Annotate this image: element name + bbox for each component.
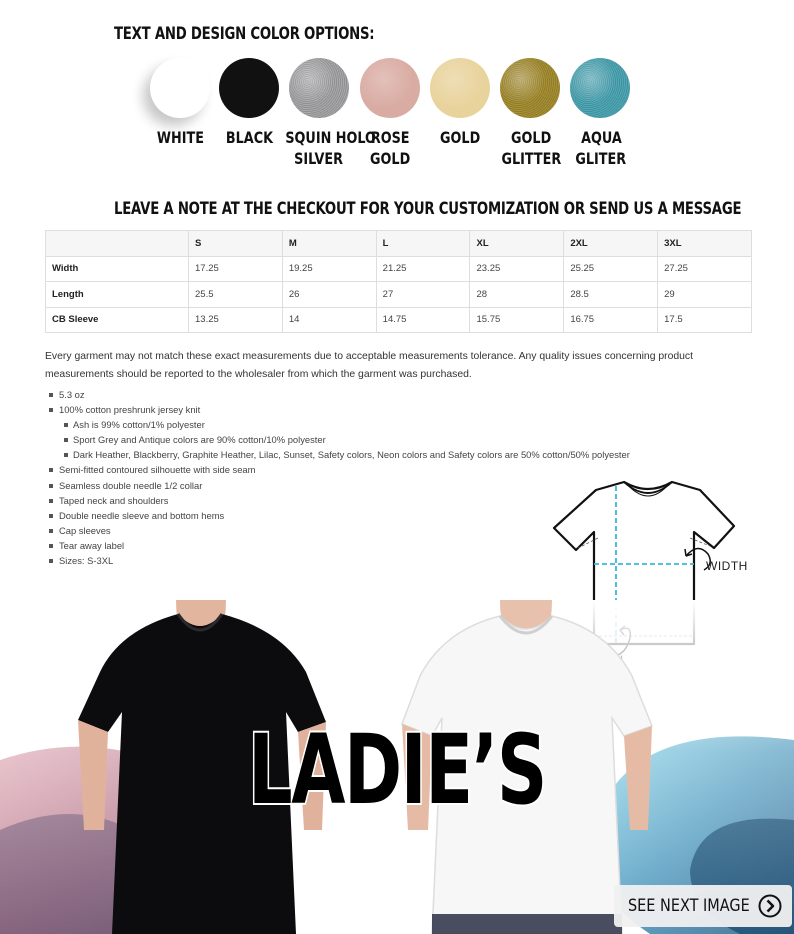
- table-cell: 19.25: [282, 256, 376, 282]
- measurement-disclaimer: Every garment may not match these exact measurements due to acceptable measurements tolerance. Any quality issues concerning product measurements should be reported to the wholesaler from which the garment was purchased.: [45, 351, 694, 380]
- swatch-aqua-gliter: [570, 58, 630, 118]
- list-item: Sizes: S-3XL: [48, 553, 630, 568]
- table-header: 3XL: [658, 231, 752, 257]
- list-item: Seamless double needle 1/2 collar: [48, 478, 630, 493]
- list-item: Ash is 99% cotton/1% polyester: [48, 417, 630, 432]
- swatch-rose-gold: [360, 58, 420, 118]
- table-cell: 17.25: [189, 256, 283, 282]
- table-row: [46, 282, 752, 308]
- product-specs-list: [48, 387, 630, 568]
- swatch-label-white: WHITE: [156, 128, 204, 147]
- table-cell: 14.75: [376, 307, 470, 333]
- list-item: Tear away label: [48, 538, 630, 553]
- table-cell: 14: [282, 307, 376, 333]
- table-cell: 29: [658, 282, 752, 308]
- table-cell: 25.25: [564, 256, 658, 282]
- size-chart-table: [45, 230, 752, 333]
- swatch-label-black: BLACK: [225, 128, 273, 147]
- list-item: 100% cotton preshrunk jersey knit: [48, 402, 630, 417]
- table-header: XL: [470, 231, 564, 257]
- list-item: Cap sleeves: [48, 523, 630, 538]
- table-row-label: CB Sleeve: [46, 307, 189, 333]
- table-header-row: [46, 231, 752, 257]
- list-item: Double needle sleeve and bottom hems: [48, 508, 630, 523]
- checkout-note-heading: LEAVE A NOTE AT THE CHECKOUT FOR YOUR CUSTOMIZATION OR SEND US A MESSAGE: [114, 199, 742, 219]
- table-cell: 13.25: [189, 307, 283, 333]
- table-row-label: Width: [46, 256, 189, 282]
- list-item: Taped neck and shoulders: [48, 493, 630, 508]
- table-cell: 26: [282, 282, 376, 308]
- list-item: 5.3 oz: [48, 387, 630, 402]
- table-row: [46, 307, 752, 333]
- ladies-banner-title: LADIE’S: [248, 714, 546, 826]
- table-header: [46, 231, 189, 257]
- table-header: L: [376, 231, 470, 257]
- see-next-image-label: SEE NEXT IMAGE: [628, 896, 750, 916]
- swatch-white: [150, 58, 210, 118]
- swatch-label-rose-gold: ROSE GOLD: [369, 128, 411, 168]
- table-cell: 27.25: [658, 256, 752, 282]
- table-cell: 28: [470, 282, 564, 308]
- swatch-label-squin-holo-silver: SQUIN HOLO SILVER: [285, 128, 376, 168]
- table-cell: 27: [376, 282, 470, 308]
- swatch-label-aqua-gliter: AQUA GLITER: [575, 128, 627, 168]
- table-header: S: [189, 231, 283, 257]
- chevron-right-circle-icon: [758, 894, 782, 918]
- table-header: 2XL: [564, 231, 658, 257]
- list-item: Dark Heather, Blackberry, Graphite Heather, Lilac, Sunset, Safety colors, Neon colors and Safety colors are 50% cotton/50% polyester: [48, 447, 630, 462]
- table-cell: 25.5: [189, 282, 283, 308]
- table-cell: 28.5: [564, 282, 658, 308]
- swatch-squin-holo-silver: [289, 58, 349, 118]
- swatch-label-gold-glitter: GOLD GLITTER: [501, 128, 561, 168]
- table-cell: 21.25: [376, 256, 470, 282]
- list-item: Sport Grey and Antique colors are 90% cotton/10% polyester: [48, 432, 630, 447]
- swatch-black: [219, 58, 279, 118]
- table-header: M: [282, 231, 376, 257]
- see-next-image-button[interactable]: [614, 885, 792, 927]
- table-cell: 15.75: [470, 307, 564, 333]
- table-row-label: Length: [46, 282, 189, 308]
- table-cell: 16.75: [564, 307, 658, 333]
- table-row: [46, 256, 752, 282]
- swatch-label-gold: GOLD: [439, 128, 481, 147]
- swatch-gold: [430, 58, 490, 118]
- table-cell: 17.5: [658, 307, 752, 333]
- swatch-gold-glitter: [500, 58, 560, 118]
- color-options-heading: TEXT AND DESIGN COLOR OPTIONS:: [114, 24, 375, 44]
- list-item: Semi-fitted contoured silhouette with side seam: [48, 462, 630, 477]
- table-cell: 23.25: [470, 256, 564, 282]
- width-label: WIDTH: [706, 559, 748, 573]
